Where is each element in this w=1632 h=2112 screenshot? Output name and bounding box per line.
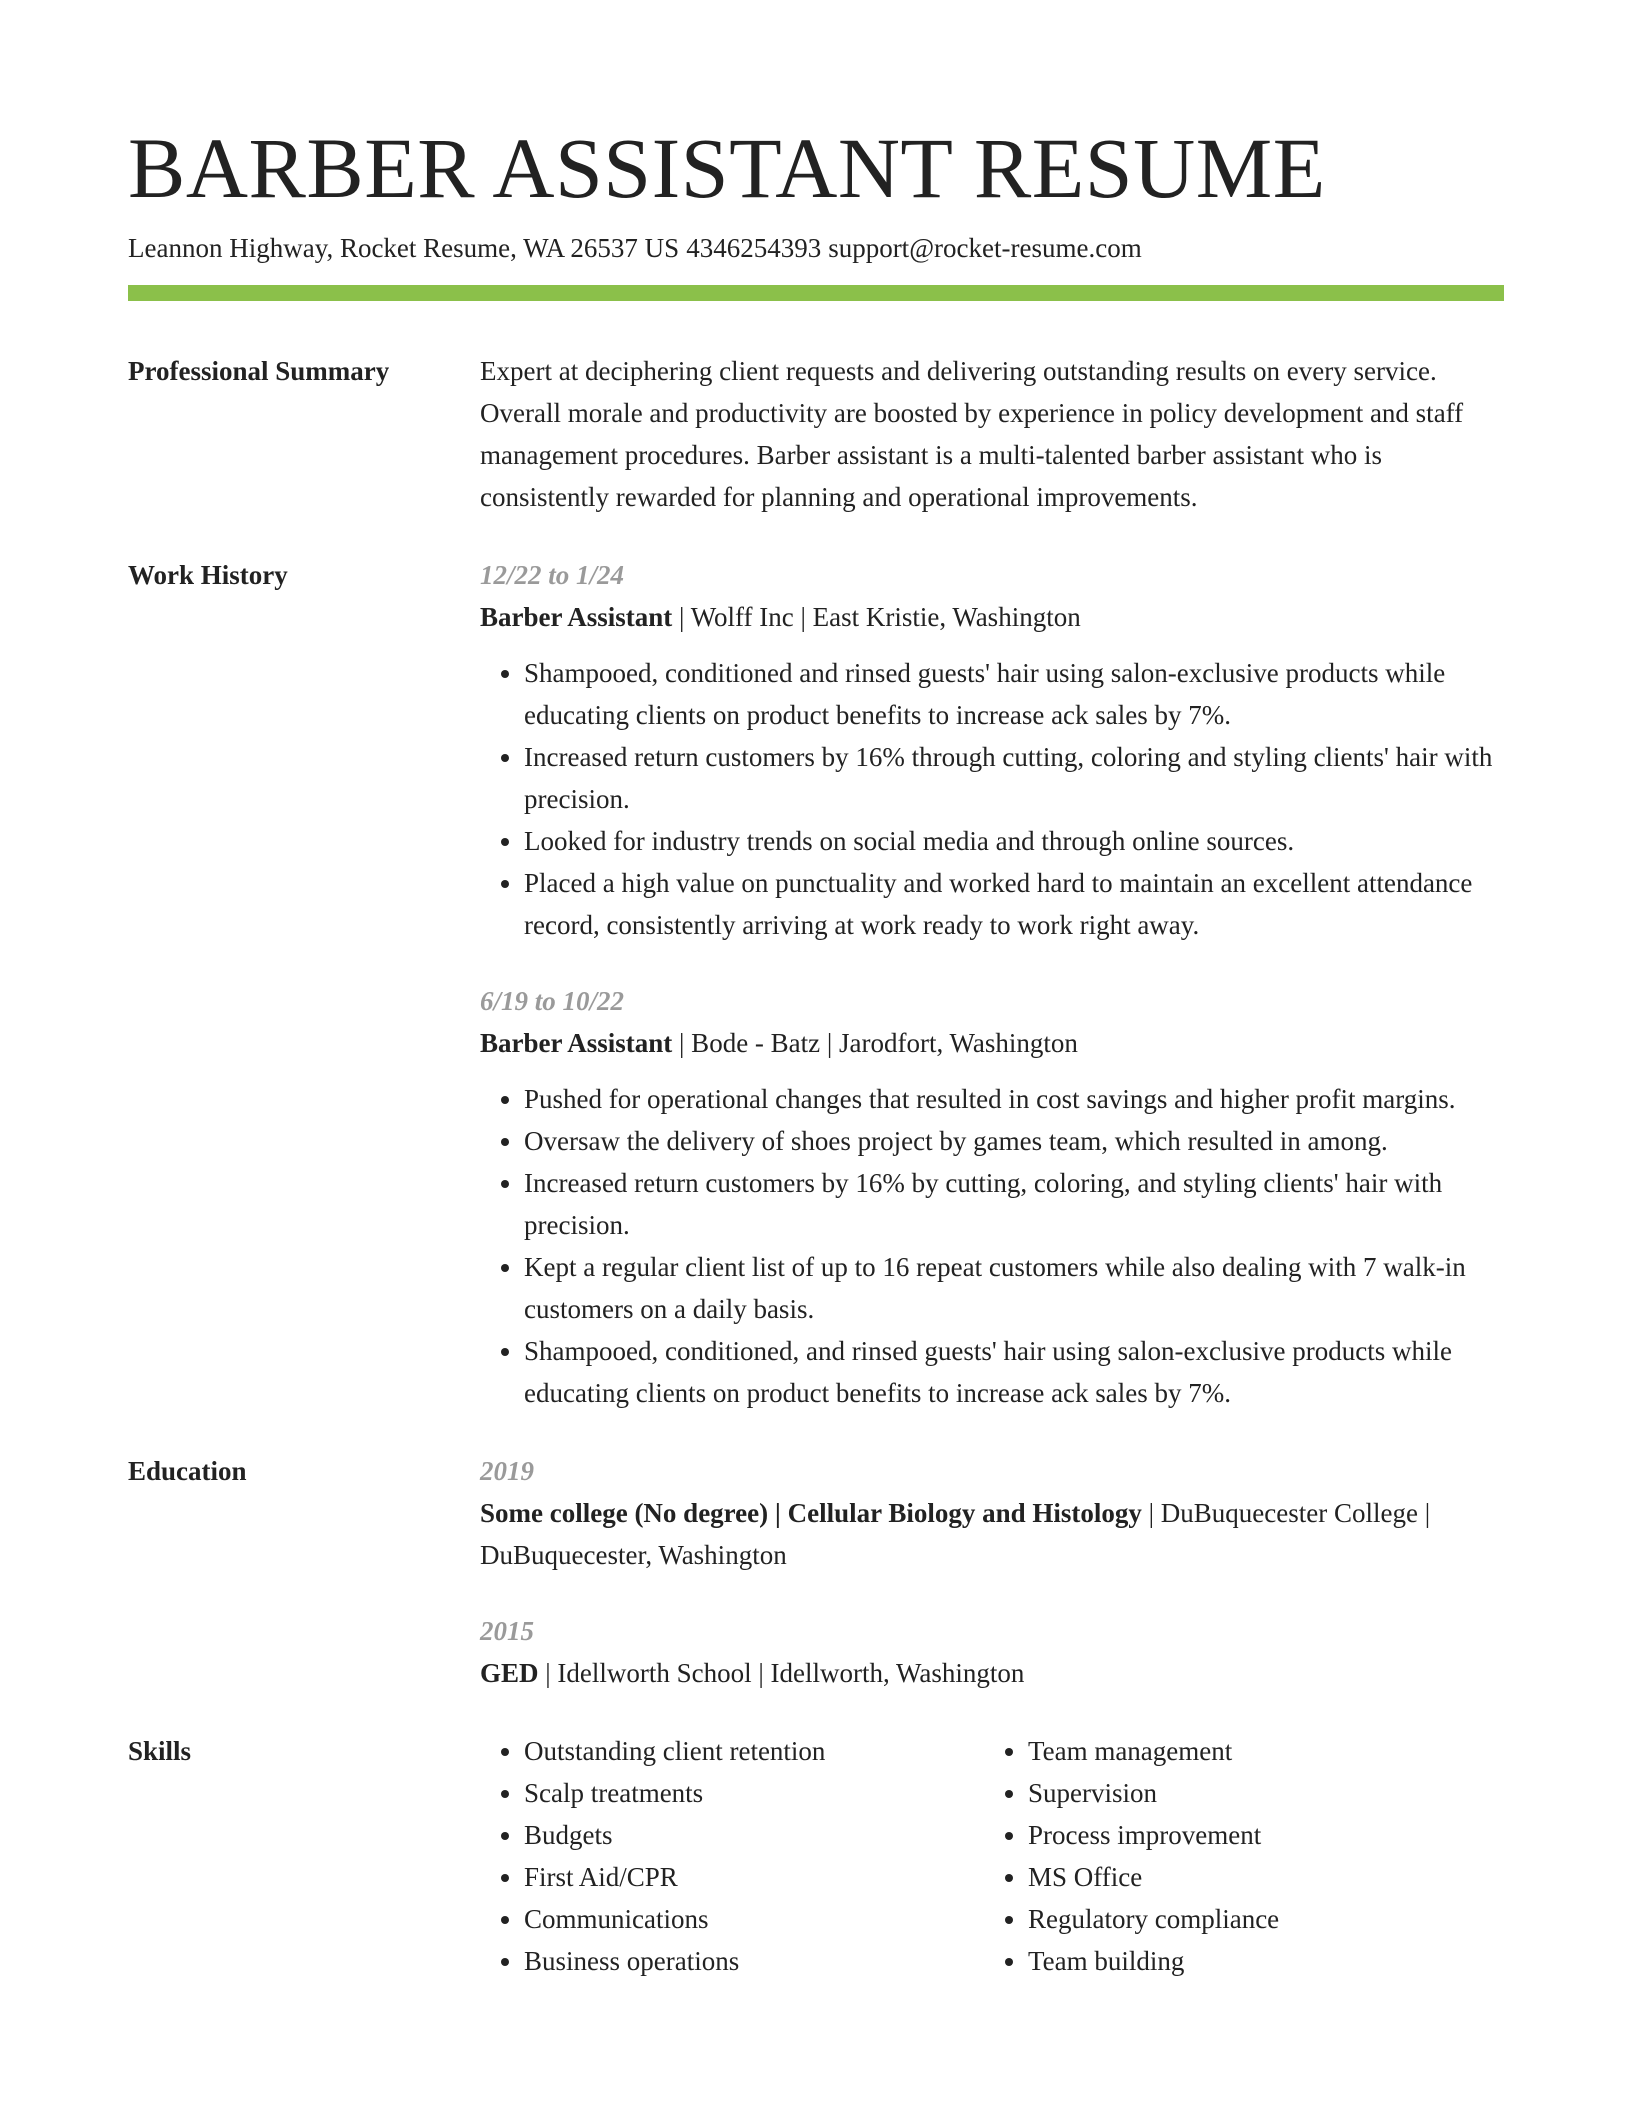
resume-sections [128,350,1504,2018]
header-divider [128,285,1504,301]
job-bullets [480,1078,1504,1414]
job-heading [480,596,1504,638]
skill-item: • Process improvement [1028,1814,1279,1856]
skill-item: • Supervision [1028,1772,1279,1814]
work-history-body [480,554,1504,1414]
education-entry [480,1450,1504,1576]
job-title: Barber Assistant [480,602,673,632]
skill-item: • Outstanding client retention [524,1730,984,1772]
skill-item: • Budgets [524,1814,984,1856]
education-entry [480,1610,1504,1694]
education-heading: Education [128,1456,247,1486]
skill-item: • First Aid/CPR [524,1856,984,1898]
job-details: | Bode - Batz | Jarodfort, Washington [672,1028,1078,1058]
resume-title: BARBER ASSISTANT RESUME [128,120,1326,216]
education-heading-line [480,1492,1504,1576]
job-bullets [480,652,1504,946]
summary-body [480,350,1504,518]
job-bullet: • Placed a high value on punctuality and worked hard to maintain an excellent attendance record, consistently arriving at work ready to work right away. [524,862,1504,946]
education-degree: Some college (No degree) | Cellular Biology and Histology [480,1498,1142,1528]
job-bullet: • Oversaw the delivery of shoes project by games team, which resulted in among. [524,1120,1504,1162]
skill-item: • Communications [524,1898,984,1940]
job-bullet: • Increased return customers by 16% by cutting, coloring, and styling clients' hair with precision. [524,1162,1504,1246]
skills-heading: Skills [128,1736,192,1766]
education-date: 2015 [480,1616,534,1646]
job-date: 6/19 to 10/22 [480,986,625,1016]
job-bullet: • Increased return customers by 16% through cutting, coloring and styling clients' hair with precision. [524,736,1504,820]
skills-section [128,1730,1504,1982]
summary-text: Expert at deciphering client requests and delivering outstanding results on every service. Overall morale and productivity are boosted by experience in policy development and staff management procedures. Barber assistant is a multi-talented barber assistant who is consistently rewarded for planning and operational improvements. [480,356,1464,512]
job-title: Barber Assistant [480,1028,673,1058]
skill-item: • Scalp treatments [524,1772,984,1814]
education-body [480,1450,1504,1694]
contact-address: Leannon Highway, Rocket Resume, WA 26537 US [128,233,680,263]
job-entry [480,980,1504,1414]
job-bullet: • Shampooed, conditioned and rinsed guests' hair using salon-exclusive products while educating clients on product benefits to increase ack sales by 7%. [524,652,1504,736]
contact-phone: 4346254393 [686,233,822,263]
summary-section [128,350,1504,518]
job-bullet: • Kept a regular client list of up to 16 repeat customers while also dealing with 7 walk-in customers on a daily basis. [524,1246,1504,1330]
job-details: | Wolff Inc | East Kristie, Washington [672,602,1081,632]
skill-item: • Regulatory compliance [1028,1898,1279,1940]
job-bullet: • Shampooed, conditioned, and rinsed guests' hair using salon-exclusive products while educating clients on product benefits to increase ack sales by 7%. [524,1330,1504,1414]
education-details: | DuBuquecester College | DuBuquecester, Washington [480,1498,1431,1570]
summary-heading: Professional Summary [128,356,390,386]
education-details: | Idellworth School | Idellworth, Washington [538,1658,1025,1688]
contact-email: support@rocket-resume.com [828,233,1142,263]
job-entry [480,554,1504,946]
education-section [128,1450,1504,1694]
skill-item: • Team management [1028,1730,1279,1772]
contact-line [128,230,1142,266]
skill-item: • Team building [1028,1940,1279,1982]
work-history-section [128,554,1504,1414]
education-heading-line [480,1652,1504,1694]
education-date: 2019 [480,1456,534,1486]
job-bullet: • Looked for industry trends on social media and through online sources. [524,820,1504,862]
job-heading [480,1022,1504,1064]
skill-item: • MS Office [1028,1856,1279,1898]
education-degree: GED [480,1658,539,1688]
job-date: 12/22 to 1/24 [480,560,625,590]
skill-item: • Business operations [524,1940,984,1982]
skills-body [480,1730,1504,1982]
skills-column-2 [984,1730,1279,1982]
work-history-heading: Work History [128,560,288,590]
job-bullet: • Pushed for operational changes that resulted in cost savings and higher profit margins. [524,1078,1504,1120]
skills-column-1 [480,1730,984,1982]
